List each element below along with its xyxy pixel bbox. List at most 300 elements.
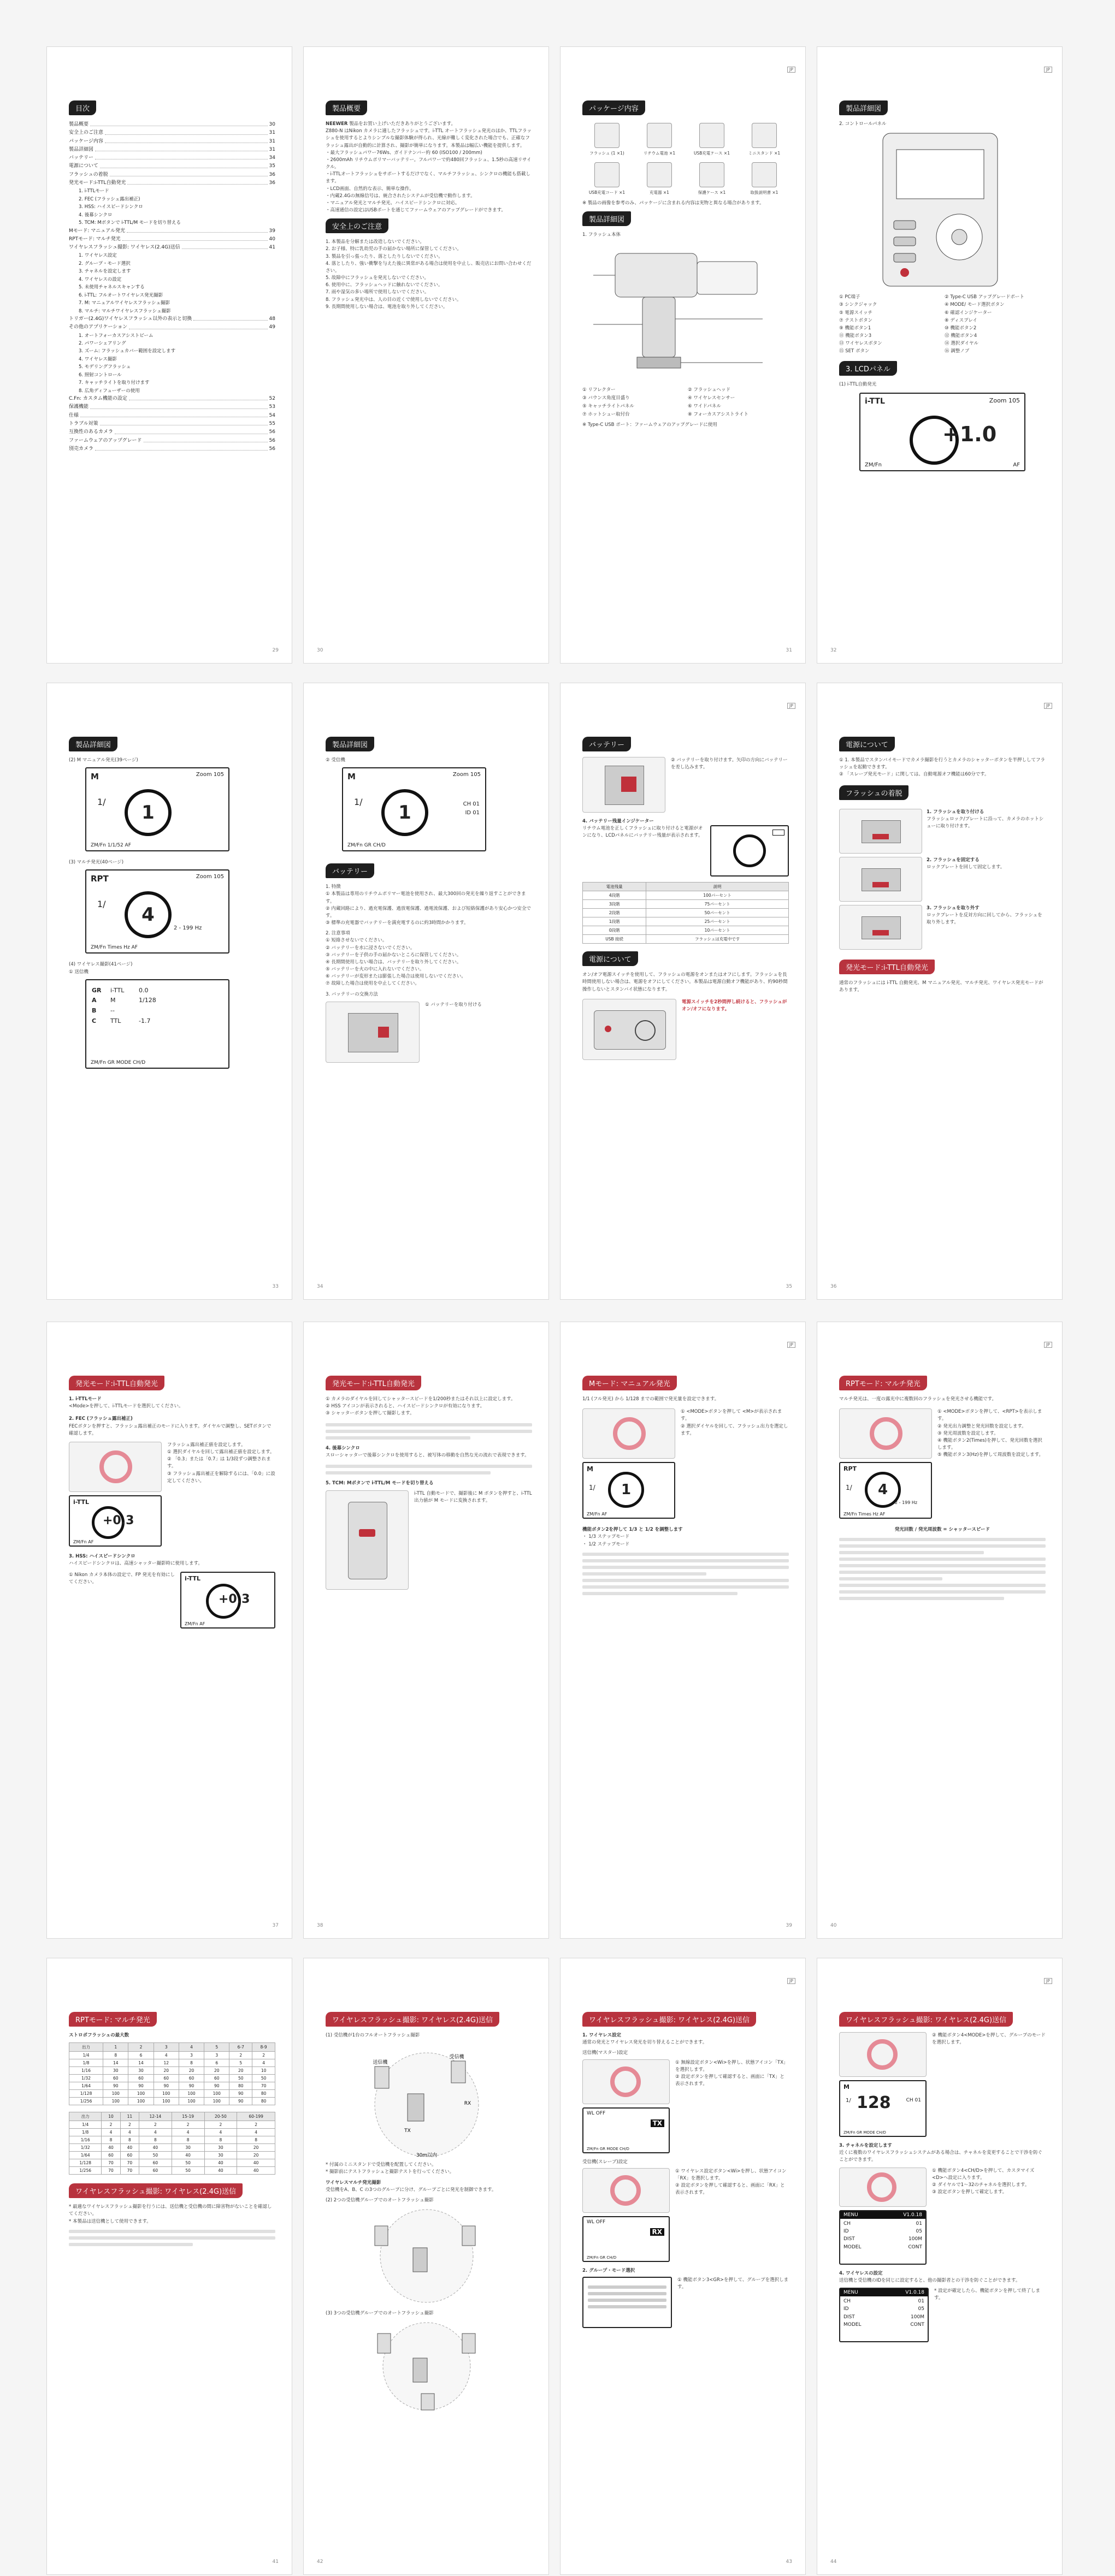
package-item xyxy=(582,162,632,196)
toc-sub-entry[interactable]: 1. ワイヤレス設定 xyxy=(79,253,117,259)
step-notes xyxy=(582,1533,789,1548)
table-row xyxy=(69,2159,275,2167)
toc-sub-entry[interactable]: 8. マルチ: マルチワイヤレスフラッシュ撮影 xyxy=(79,308,171,314)
toc-entry[interactable] xyxy=(69,445,275,453)
s2-title: 2. グループ・モード選択 xyxy=(582,2267,635,2273)
power-text: オン/オフ電源スイッチを使用して、フラッシュの電源をオンまたはオフにします。フラッシュを長時間使用しない場合は、電源をオフにしてください。本製品は電源自動オフ機能があり、約90秒間操作しないとスタンバイ状態になります。 xyxy=(582,972,788,992)
group-label: GR xyxy=(92,986,102,994)
table-cell: 75パーセント xyxy=(646,900,789,909)
toc-entry-title: ファームウェアのアップグレード xyxy=(69,437,142,443)
flash-body-diagram xyxy=(582,242,784,384)
package-item-label: 取扱説明書 ×1 xyxy=(750,190,778,195)
menu-panel-1 xyxy=(839,2210,927,2265)
fec-steps xyxy=(167,1442,275,1547)
lcd-rpt xyxy=(839,1462,932,1519)
toc-entry[interactable] xyxy=(69,129,275,137)
panel-label: ① PC端子 xyxy=(839,294,860,300)
table-cell: 100パーセント xyxy=(646,891,789,900)
safety-item: 4. 落としたり、強い衝撃を与えた後に異常がある場合は使用を中止し、販売店にお問い合わせください。 xyxy=(326,260,532,274)
toc-entry-title: 互換性のあるカメラ xyxy=(69,429,114,435)
lcd-hss xyxy=(180,1572,275,1628)
section-title: ワイヤレスフラッシュ撮影: ワイヤレス(2.4G)送信 xyxy=(839,2012,1013,2027)
toc-entry[interactable] xyxy=(69,428,275,436)
group-label: C xyxy=(92,1017,97,1025)
table-header: 2 xyxy=(128,2043,154,2052)
formula: 発光回数 / 発光周波数 = シャッタースピード xyxy=(894,1527,990,1533)
section-title: パッケージ内容 xyxy=(582,100,645,115)
lang-badge: JP xyxy=(1044,1342,1052,1348)
toc-entry[interactable] xyxy=(69,171,275,179)
toc-entry[interactable] xyxy=(69,244,275,252)
toc-entry[interactable] xyxy=(69,162,275,170)
page-ittl-2 xyxy=(303,1322,549,1939)
sub2-text: 受信機をA、B、C の3つのグループに分け、グループごとに発光を制御できます。 xyxy=(326,2187,497,2193)
install-text: ② バッテリーを取り付けます。矢印の方向にバッテリーを差し込みます。 xyxy=(671,757,788,771)
wireless-group-row xyxy=(92,996,223,1006)
tcm-photo xyxy=(326,1490,409,1590)
table-cell: 8 xyxy=(179,2059,204,2067)
toc-entry-title: トリガー(2.4G)ワイヤレスフラッシュ以外の表示と切換 xyxy=(69,316,192,322)
table-cell: 30 xyxy=(172,2144,204,2152)
part-label: ② フラッシュヘッド xyxy=(688,387,730,393)
lcd-battery xyxy=(710,825,789,877)
lcd-hz: 2 - 199 Hz xyxy=(174,925,202,932)
s4-title: 4. ワイヤレスの設定 xyxy=(839,2270,883,2276)
s4-title: 4. 後幕シンクロ xyxy=(326,1445,360,1451)
table-cell: 90 xyxy=(179,2082,204,2090)
toc-entry[interactable] xyxy=(69,227,275,235)
toc-entry-title: パッケージ内容 xyxy=(69,138,103,144)
rpt-step: ② 発光出力調整と発光回数を設定します。 xyxy=(937,1423,1026,1429)
indicator-title: 4. バッテリー残量インジケーター xyxy=(582,819,654,824)
tcm-step: i-TTL 自動モードで、撮影後に M ボタンを押すと、i-TTL 出力値が M モードに変換されます。 xyxy=(414,1491,532,1504)
table-cell: 40 xyxy=(139,2144,172,2152)
s2-note: ① 機能ボタン3<GR>を押して、グループを選択します。 xyxy=(677,2277,789,2290)
attach-step-photo xyxy=(839,905,922,950)
feature-item: ・高速通信の設定はUSBポートを通じてファームウェアのアップグレードができます。 xyxy=(326,208,506,214)
control-panel-diagram xyxy=(839,128,1041,292)
toc-entry[interactable] xyxy=(69,146,275,154)
table-cell: 70 xyxy=(120,2159,139,2167)
s5-title: 5. TCM: Mボタンで i-TTL/M モードを切り替える xyxy=(326,1480,434,1486)
sub: (1) 受信機が1台のフルオートフラッシュ撮影 xyxy=(326,2033,420,2038)
toc-sub-entry[interactable]: 3. HSS: ハイスピードシンクロ xyxy=(79,204,143,210)
table-cell: 20 xyxy=(237,2144,275,2152)
toc-entry-title: 安全上のご注意 xyxy=(69,130,104,136)
lcd-ratio: 1/ xyxy=(589,1484,595,1492)
lcd-mode: TX xyxy=(651,2119,664,2127)
toc-entry-title: フラッシュの着脱 xyxy=(69,171,108,177)
table-cell: 40 xyxy=(172,2152,204,2159)
toc-sub-entry[interactable]: 5. モデリングフラッシュ xyxy=(79,364,131,370)
lcd-hz: 2 - 199 Hz xyxy=(895,1500,918,1506)
hss-text: ① カメラのダイヤルを回してシャッタースピードを1/200秒またはそれ以上に設定します。 xyxy=(326,1396,516,1402)
menu-title: MENU xyxy=(843,2289,858,2295)
s2-text: FECボタンを押すと、フラッシュ露出補正のモードに入ります。ダイヤルで調整し、SETボタンで確認します。 xyxy=(69,1423,272,1436)
detail-title: 製品詳細図 xyxy=(582,211,631,226)
table-cell: 60 xyxy=(179,2075,204,2082)
toc-entry-page: 53 xyxy=(269,404,275,410)
safety-title: 安全上のご注意 xyxy=(326,218,388,233)
table-cell: 4 xyxy=(204,2129,237,2136)
toc-entry[interactable] xyxy=(69,420,275,428)
package-item-label: USB充電コード ×1 xyxy=(588,190,626,195)
diagram-notes xyxy=(326,2162,532,2176)
page-toc xyxy=(46,46,292,664)
package-grid xyxy=(582,123,789,196)
toc-entry[interactable] xyxy=(69,154,275,162)
detail-sub: 1. フラッシュ本体 xyxy=(582,232,621,238)
channel-steps xyxy=(932,2168,1046,2265)
toc-entry[interactable] xyxy=(69,437,275,445)
page-channel xyxy=(817,1958,1063,2575)
part-label: ⑤ キャッチライトパネル xyxy=(582,403,634,409)
toc-entry-title: 仕様 xyxy=(69,412,79,418)
page-number: 39 xyxy=(786,1923,792,1928)
table-cell: 90 xyxy=(128,2082,154,2090)
lcd-mode: M xyxy=(843,2083,849,2091)
toc-entry-title: バッテリー xyxy=(69,155,94,161)
lcd-row: ZM/Fn GR MODE CH/D xyxy=(91,1059,146,1065)
power-note: ② 「スレーブ発光モード」に関しては、自動電源オフ機能は60分です。 xyxy=(839,772,989,778)
toc-entry-page: 36 xyxy=(269,171,275,177)
table-row xyxy=(583,935,789,944)
diagram-note: * 撮影前にテストフラッシュと撮影テストを行ってください。 xyxy=(326,2169,455,2175)
diagram-note: * 付属のミニスタンドで受信機を配置してください。 xyxy=(326,2162,436,2168)
table-cell: 4 xyxy=(154,2052,179,2059)
lcd-top: WL OFF xyxy=(587,2219,606,2225)
intro: マルチ発光は、一度の露光中に複数回のフラッシュを発光させる機能です。 xyxy=(839,1396,996,1402)
toc-sub-entry[interactable]: 1. オートフォーカスアシストビーム xyxy=(79,333,154,339)
table-cell: 1/128 xyxy=(69,2159,102,2167)
panel-label: ⑨ 機能ボタン1 xyxy=(839,325,871,331)
panel-label: ⑯ 調整ノブ xyxy=(945,348,970,354)
attach-step-photo xyxy=(839,857,922,902)
toc-sub-entry[interactable]: 6. 照射コントロール xyxy=(79,372,122,378)
menu-row[interactable] xyxy=(843,2228,922,2235)
menu-key: ID xyxy=(843,2228,849,2234)
table-cell: 30 xyxy=(204,2152,237,2159)
toc-sub-entry[interactable]: 6. i-TTL: フルオートワイヤレス発光撮影 xyxy=(79,292,163,298)
table-cell: 60 xyxy=(103,2075,128,2082)
table-cell: 70 xyxy=(120,2167,139,2175)
menu-panel-2 xyxy=(839,2288,929,2342)
wireless-group-row xyxy=(92,1006,223,1016)
panel-label: ⑪ 機能ボタン3 xyxy=(839,333,872,339)
attach-step-title: 2. フラッシュを固定する xyxy=(927,857,980,863)
attach-step xyxy=(839,905,1046,950)
tcm-steps xyxy=(414,1490,532,1590)
table-cell: 8 xyxy=(102,2136,120,2144)
panel-label: ⑦ テストボタン xyxy=(839,317,872,323)
toc-entry-page: 56 xyxy=(269,446,275,452)
table-row xyxy=(69,2129,275,2136)
attach-step-text: ロックプレートを反対方向に回してから、フラッシュを取り外します。 xyxy=(927,912,1042,925)
page-lcd-modes xyxy=(46,683,292,1300)
s1-title: 1. i-TTLモード xyxy=(69,1396,102,1402)
toc-entry[interactable] xyxy=(69,395,275,403)
install-note: ① バッテリーを取り付ける xyxy=(425,1002,482,1008)
caution-item: ① 短絡させないでください。 xyxy=(326,938,387,944)
battery-icon xyxy=(647,123,672,148)
table-cell: 2 xyxy=(229,2052,252,2059)
manual-step: ② 選択ダイヤルを回して、フラッシュ出力を選定します。 xyxy=(681,1423,788,1436)
page-number: 44 xyxy=(830,2559,837,2565)
rpt-step: ① <MODE>ボタンを押して、<RPT>を表示します。 xyxy=(937,1409,1042,1422)
lcd-mode: RPT xyxy=(843,1465,857,1473)
panel-label: ⑭ 選択ダイヤル xyxy=(945,341,978,347)
lcd-big: 1 xyxy=(608,1472,644,1508)
table-header: 1 xyxy=(103,2043,128,2052)
wireless-diagram-3 xyxy=(326,2317,528,2415)
lcd-zoom: Zoom 105 xyxy=(196,874,224,880)
table-cell: 10 xyxy=(252,2067,275,2075)
tx-step: ② 設定ボタンを押して確認すると、画面に「TX」と表示されます。 xyxy=(675,2074,784,2087)
panel-labels xyxy=(839,294,1046,355)
toc-entry[interactable] xyxy=(69,179,275,187)
toc-entry-title: 発光モード:i-TTL自動発光 xyxy=(69,180,126,186)
page-number: 40 xyxy=(830,1923,837,1928)
table-cell: 2 xyxy=(172,2121,204,2129)
section-title: 製品詳細図 xyxy=(69,737,117,751)
table-cell: 8 xyxy=(172,2136,204,2144)
panel-label: ⑩ 機能ボタン2 xyxy=(945,325,977,331)
toc-entry[interactable] xyxy=(69,138,275,146)
page-control-panel xyxy=(817,46,1063,664)
table-cell: 0段階 xyxy=(583,926,646,935)
table-cell: 100 xyxy=(154,2090,179,2098)
page-number: 42 xyxy=(317,2559,323,2565)
toc-entry-title: C.Fn: カスタム機能の設定 xyxy=(69,396,127,402)
toc-entry[interactable] xyxy=(69,315,275,323)
power-title: 電源について xyxy=(582,951,638,966)
toc-entry-page: 35 xyxy=(269,163,275,169)
page-wireless-setup xyxy=(560,1958,806,2575)
page-battery-power xyxy=(560,683,806,1300)
toc-entry[interactable] xyxy=(69,412,275,420)
wireless-group-row xyxy=(92,986,223,996)
feature-item: ・i-TTLオートフラッシュをサポートするだけでなく、マルチフラッシュ、シンクロの機能も搭載します。 xyxy=(326,171,530,185)
tx-step: ① 無線設定ボタン<Wi>を押し、状態アイコン「TX」を選択します。 xyxy=(675,2059,788,2072)
toc-sub-entry[interactable]: 5. TCM: Mボタンで i-TTL/M モードを切り替える xyxy=(79,220,181,226)
rpt-step: ⑤ 機能ボタン3(Hz)を押して周波数を設定します。 xyxy=(937,1452,1044,1458)
table-cell: 8 xyxy=(120,2136,139,2144)
table-cell: 20 xyxy=(237,2152,275,2159)
page-number: 32 xyxy=(830,648,837,653)
menu-row[interactable] xyxy=(843,2321,924,2329)
tx-label: 送信機(マスター)設定 xyxy=(582,2050,628,2056)
table-cell: 1/32 xyxy=(69,2075,103,2082)
lcd-group xyxy=(582,2277,672,2328)
lcd-big: 1 xyxy=(125,789,172,836)
hss-text: ② HSS アイコンが表示されると、ハイスピードシンクロが有効になります。 xyxy=(326,1404,485,1410)
toc-sub-entry[interactable]: 7. M: マニュアルワイヤレスフラッシュ撮影 xyxy=(79,300,170,306)
table-cell: 1/256 xyxy=(69,2098,103,2105)
page-number: 36 xyxy=(830,1284,837,1289)
table-cell: 8 xyxy=(204,2136,237,2144)
intro: 1/1 (フル発光) から 1/128 までの範囲で発光量を設定できます。 xyxy=(582,1396,719,1402)
section-title: 発光モード:i-TTL自動発光 xyxy=(69,1376,164,1390)
toc-entry[interactable] xyxy=(69,403,275,411)
menu-value: 100M xyxy=(908,2236,922,2242)
package-item-label: ミニスタンド ×1 xyxy=(748,151,781,156)
section-title: 製品詳細図 xyxy=(839,100,888,115)
table-cell: 4 xyxy=(237,2129,275,2136)
top-text: ② 機能ボタン4<MODE>を押して、グループのモードを選択します。 xyxy=(932,2033,1046,2046)
toc-entry-title: 別売カメラ xyxy=(69,446,94,452)
menu-key: CH xyxy=(843,2220,851,2226)
group-mode: M xyxy=(110,997,116,1004)
ch-dial-photo xyxy=(839,2168,927,2207)
menu-row[interactable] xyxy=(843,2313,924,2321)
section-title: バッテリー xyxy=(582,737,631,751)
menu-value: 05 xyxy=(918,2306,924,2312)
toc-sub-entry[interactable]: 2. パワーシェアリング xyxy=(79,340,126,346)
lcd-mode: i-TTL xyxy=(73,1498,89,1506)
lcd-mode: M xyxy=(347,772,356,782)
mode-text: 通常のフラッシュには i-TTL 自動発光、M マニュアル発光、マルチ発光、ワイヤレス発光モードがあります。 xyxy=(839,980,1043,993)
table-cell: 3段階 xyxy=(583,900,646,909)
table-cell: 30 xyxy=(103,2067,128,2075)
toc-sub-entry[interactable]: 5. 未使用チャネルスキャンする xyxy=(79,285,145,291)
page-number: 35 xyxy=(786,1284,792,1289)
s3-text: ハイスピードシンクロは、高速シャッター撮影時に使用します。 xyxy=(69,1561,203,1567)
group-value: -1.7 xyxy=(139,1017,151,1025)
toc-entry-page: 31 xyxy=(269,138,275,144)
caution-item: ③ バッテリーを子供の手の届かないところに保管してください。 xyxy=(326,952,462,958)
group-mode: i-TTL xyxy=(110,986,125,994)
table-cell: 40 xyxy=(237,2167,275,2175)
table-cell: 60 xyxy=(139,2167,172,2175)
toc-entry-page: 34 xyxy=(269,155,275,161)
table-cell: 4 xyxy=(120,2129,139,2136)
toc-sub-entry[interactable]: 4. ワイヤレスの設定 xyxy=(79,276,122,282)
lang-badge: JP xyxy=(1044,67,1052,73)
s1-title: 1. ワイヤレス設定 xyxy=(582,2033,622,2038)
table-row xyxy=(583,926,789,935)
table-cell: 30 xyxy=(128,2067,154,2075)
table-cell: 8 xyxy=(237,2136,275,2144)
feature-item: ・2600mAh リチウムポリマーバッテリー。フルパワーで約480回フラッシュ、1.5秒の高速リサイクル。 xyxy=(326,157,532,170)
table-header: 出力 xyxy=(69,2112,102,2121)
toc-sub-entry[interactable]: 4. 後幕シンクロ xyxy=(79,212,113,218)
panel-label: ⑬ ワイヤレスボタン xyxy=(839,341,882,347)
toc-entry-page: 56 xyxy=(269,437,275,443)
menu-key: DIST xyxy=(843,2314,855,2320)
toc-entry[interactable] xyxy=(69,323,275,331)
toc-sub-entry[interactable]: 8. 広角ディフューザーの使用 xyxy=(79,388,140,394)
table-row xyxy=(583,891,789,900)
toc-entry-page: 30 xyxy=(269,122,275,127)
table-cell: 1/4 xyxy=(69,2121,102,2129)
section-title: Mモード: マニュアル発光 xyxy=(582,1376,677,1390)
lcd-row: ZM/Fn AF xyxy=(587,1512,607,1517)
page-number: 41 xyxy=(272,2559,279,2565)
s3-text: 近くに複数のワイヤレスフラッシュシステムがある場合は、チャネルを変更することで干渉を防ぐことができます。 xyxy=(839,2150,1042,2163)
table-cell: 1/8 xyxy=(69,2059,103,2067)
lcd-mode: M xyxy=(587,1465,593,1473)
page-number: 37 xyxy=(272,1923,279,1928)
lcd-big: 128 xyxy=(857,2093,891,2112)
table-cell: 6 xyxy=(128,2052,154,2059)
table-row xyxy=(583,900,789,909)
toc-sub-entry[interactable]: 7. キャッチライトを取り付けます xyxy=(79,380,150,386)
caution-item: ④ 長期間使用しない場合は、バッテリーを取り外してください。 xyxy=(326,959,462,965)
group-mode: -- xyxy=(110,1007,115,1015)
wireless-group-row xyxy=(92,1016,223,1027)
menu-row[interactable] xyxy=(843,2243,922,2251)
wireless-diagram-1 xyxy=(326,2039,528,2159)
toc-sub-entry[interactable]: 4. ワイヤレス撮影 xyxy=(79,356,117,362)
toc-sub-entry[interactable]: 2. FEC (フラッシュ露出補正) xyxy=(79,196,140,202)
rpt-step: ④ 機能ボタン2(Times)を押して、発光回数を選択します。 xyxy=(937,1437,1042,1451)
tx-steps xyxy=(675,2059,789,2153)
table-cell: 1段階 xyxy=(583,917,646,926)
lcd-receiver xyxy=(342,767,486,851)
menu-row[interactable] xyxy=(843,2305,924,2313)
table-cell: 100 xyxy=(103,2090,128,2098)
table-cell: 4段階 xyxy=(583,891,646,900)
feature-item: ・最大フラッシュパワー76Ws、ガイドナンバー約 60 (ISO100 / 200mm) xyxy=(326,150,482,156)
lcd-zoom: Zoom 105 xyxy=(452,772,481,778)
group-mode: TTL xyxy=(110,1017,121,1025)
table-cell: 6 xyxy=(204,2059,229,2067)
battery-point: ① 本製品は専用のリチウムポリマー電池を使用され、最大300回の発光を繰り返すことができます。 xyxy=(326,891,526,904)
wireless-note: * 最適なワイヤレスフラッシュ撮影を行うには、送信機と受信機の間に障害物がないことを確認してください。 xyxy=(69,2204,272,2217)
lcd-big: 4 xyxy=(865,1472,901,1508)
pouch-icon xyxy=(699,162,724,187)
safety-item: 5. 故障中にフラッシュを発光しないでください。 xyxy=(326,275,429,281)
lcd-zoom: Zoom 105 xyxy=(989,396,1020,404)
menu-row[interactable] xyxy=(843,2220,922,2228)
fec-step: ② 「0.3」または「0.7」は 1/3段ずつ調整されます。 xyxy=(167,1456,271,1470)
menu-value: 100M xyxy=(911,2314,924,2320)
table-header: 10 xyxy=(102,2112,120,2121)
package-item-label: リチウム電池 ×1 xyxy=(643,151,676,156)
battery-photo xyxy=(582,757,665,813)
sub-multi: (3) マルチ発光(40ページ) xyxy=(69,860,124,866)
table-cell: 60 xyxy=(154,2075,179,2082)
table-header: 4 xyxy=(179,2043,204,2052)
table-cell: 100 xyxy=(128,2090,154,2098)
menu-row[interactable] xyxy=(843,2235,922,2243)
menu-key: CH xyxy=(843,2298,851,2304)
section-title: 電源について xyxy=(839,737,895,751)
panel-label: ⑧ ディスプレイ xyxy=(945,317,977,323)
table-cell: 20 xyxy=(154,2067,179,2075)
toc-sub-entry[interactable]: 3. ズーム: フラッシュカバー範囲を設定します xyxy=(79,348,176,354)
table-row xyxy=(69,2121,275,2129)
footnote: ※ Type-C USB ポート：ファームウェアのアップグレードに使用 xyxy=(582,422,717,428)
table-header: 11 xyxy=(120,2112,139,2121)
table-cell: 5 xyxy=(229,2059,252,2067)
rx-dial-photo xyxy=(582,2168,670,2213)
toc-entry-title: 電源について xyxy=(69,163,98,169)
table-row xyxy=(69,2067,275,2075)
s4-text: スローシャッターで後幕シンクロを使用すると、被写体の移動を自然な光の流れで表現できます。 xyxy=(326,1452,529,1458)
group-label: A xyxy=(92,997,97,1004)
safety-item: 3. 製品を引っ張ったり、落としたりしないでください。 xyxy=(326,253,443,259)
menu-row[interactable] xyxy=(843,2297,924,2305)
toc-sub-entry[interactable]: 3. チャネルを設定します xyxy=(79,269,131,275)
toc-entry[interactable] xyxy=(69,121,275,129)
table-cell: 1/256 xyxy=(69,2167,102,2175)
toc-entry[interactable] xyxy=(69,235,275,244)
feature-item: ・内蔵2.4Gの無線信号は、統合されたシステムが受信機で動作します。 xyxy=(326,193,475,199)
s3-title: 3. HSS: ハイスピードシンクロ xyxy=(69,1553,135,1559)
toc-sub-entry[interactable]: 1. i-TTLモード xyxy=(79,188,109,194)
toc-sub-entry[interactable]: 2. グループ・モード選択 xyxy=(79,260,131,267)
